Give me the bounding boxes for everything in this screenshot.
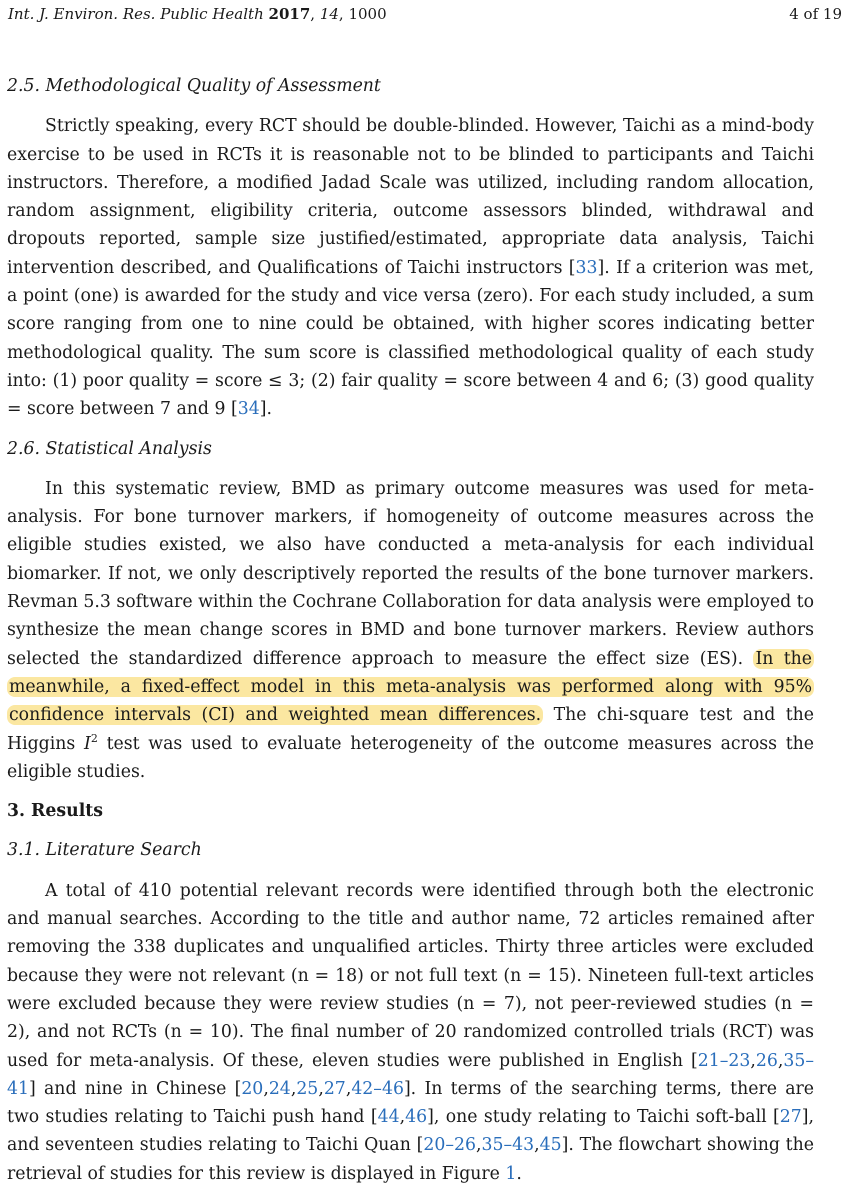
page-header [8, 4, 842, 24]
journal-year: 2017 [268, 5, 311, 23]
section-3-title: 3. Results [7, 801, 103, 822]
section-2-5-title: 2.5. Methodological Quality of Assessment [7, 76, 381, 96]
higgins-i-symbol: I [84, 733, 91, 754]
citation-link[interactable]: 24 [268, 1078, 291, 1099]
citation-link[interactable]: 27 [779, 1107, 802, 1128]
superscript-two: 2 [90, 731, 98, 745]
citation-link[interactable]: 26 [755, 1050, 778, 1071]
citation-link[interactable]: 35–41 [7, 1050, 814, 1099]
section-2-6-title: 2.6. Statistical Analysis [7, 438, 212, 459]
section-3-1-title: 3.1. Literature Search [7, 840, 202, 861]
figure-link[interactable]: 1 [505, 1163, 517, 1184]
citation-link[interactable]: 35–43 [481, 1135, 535, 1156]
citation-link[interactable]: 25 [296, 1078, 319, 1099]
section-2-5-paragraph: Strictly speaking, every RCT should be double-blinded. However, Taichi as a mind-body exercise to be used in RCTs it is reasonable not to be blinded to participants and Taichi instructors. Therefore, a modified Jadad Scale was utilized, including random allocation, random assignment, eligibility criteria, outcome assessors blinded, withdrawal and dropouts reported, sample size justified/estimated, appropriate data analysis, Taichi intervention described, and Qualifications of Taichi instructors [33]. If a criterion was met, a point (one) is awarded for the study and vice versa (zero). For each study included, a sum score ranging from one to nine could be obtained, with higher scores indicating better methodological quality. The sum score is classified methodological quality of each study into: (1) poor quality = score ≤ 3; (2) fair quality = score between 4 and 6; (3) good quality = score between 7 and 9 [34]. [7, 116, 815, 420]
journal-article: 1000 [348, 5, 387, 23]
citation-link[interactable]: 44 [377, 1107, 400, 1128]
section-2-6-paragraph: In this systematic review, BMD as primary outcome measures was used for meta-analysis. For bone turnover markers, if homogeneity of outcome measures across the eligible studies existed, we also have conducted a meta-analysis for each individual biomarker. If not, we only descriptively reported the results of the bone turnover markers. Revman 5.3 software within the Cochrane Collaboration for data analysis were employed to synthesize the mean change scores in BMD and bone turnover markers. Review authors selected the standardized difference approach to measure the effect size (ES). In the meanwhile, a fixed-effect model in this meta-analysis was performed along with 95% confidence intervals (CI) and weighted mean differences. The chi-square test and the Higgins $I^2$ test was used to evaluate heterogeneity of the outcome measures across the eligible studies. [7, 478, 815, 782]
journal-citation: Int. J. Environ. Res. Public Health 2017, 14, 1000 [8, 5, 387, 23]
citation-link[interactable]: 21–23 [697, 1050, 751, 1071]
citation-link[interactable]: 20–26 [423, 1135, 476, 1156]
journal-abbrev: Int. J. Environ. Res. Public Health [8, 5, 264, 23]
highlighted-text: In the meanwhile, a fixed-effect model in this meta-analysis was performed along with 95% confidence intervals (CI) and weighted mean differences. [9, 648, 812, 726]
citation-link[interactable]: 42–46 [351, 1078, 404, 1099]
journal-volume: 14 [319, 5, 339, 23]
citation-link[interactable]: 34 [237, 399, 260, 420]
section-3-1-paragraph: A total of 410 potential relevant records were identified through both the electronic and manual searches. According to the title and author name, 72 articles remained after removing the 338 duplicates and unqualified articles. Thirty three articles were excluded because they were not relevant (n = 18) or not full text (n = 15). Nineteen full-text articles were excluded because they were review studies (n = 7), not peer-reviewed studies (n = 2), and not RCTs (n = 10). The final number of 20 randomized controlled trials (RCT) was used for meta-analysis. Of these, eleven studies were published in English [21–23,26,35–41] and nine in Chinese [20,24,25,27,42–46]. In terms of the searching terms, there are two studies relating to Taichi push hand [44,46], one study relating to Taichi soft-ball [27], and seventeen studies relating to Taichi Quan [20–26,35–43,45]. The flowchart showing the retrieval of studies for this review is displayed in Figure 1. [7, 880, 814, 1184]
article-body [7, 72, 814, 1188]
citation-link[interactable]: 33 [575, 257, 598, 278]
page-number: 4 of 19 [789, 5, 842, 23]
citation-link[interactable]: 46 [405, 1107, 428, 1128]
citation-link[interactable]: 27 [323, 1078, 346, 1099]
citation-link[interactable]: 45 [539, 1135, 562, 1156]
citation-link[interactable]: 20 [241, 1078, 264, 1099]
